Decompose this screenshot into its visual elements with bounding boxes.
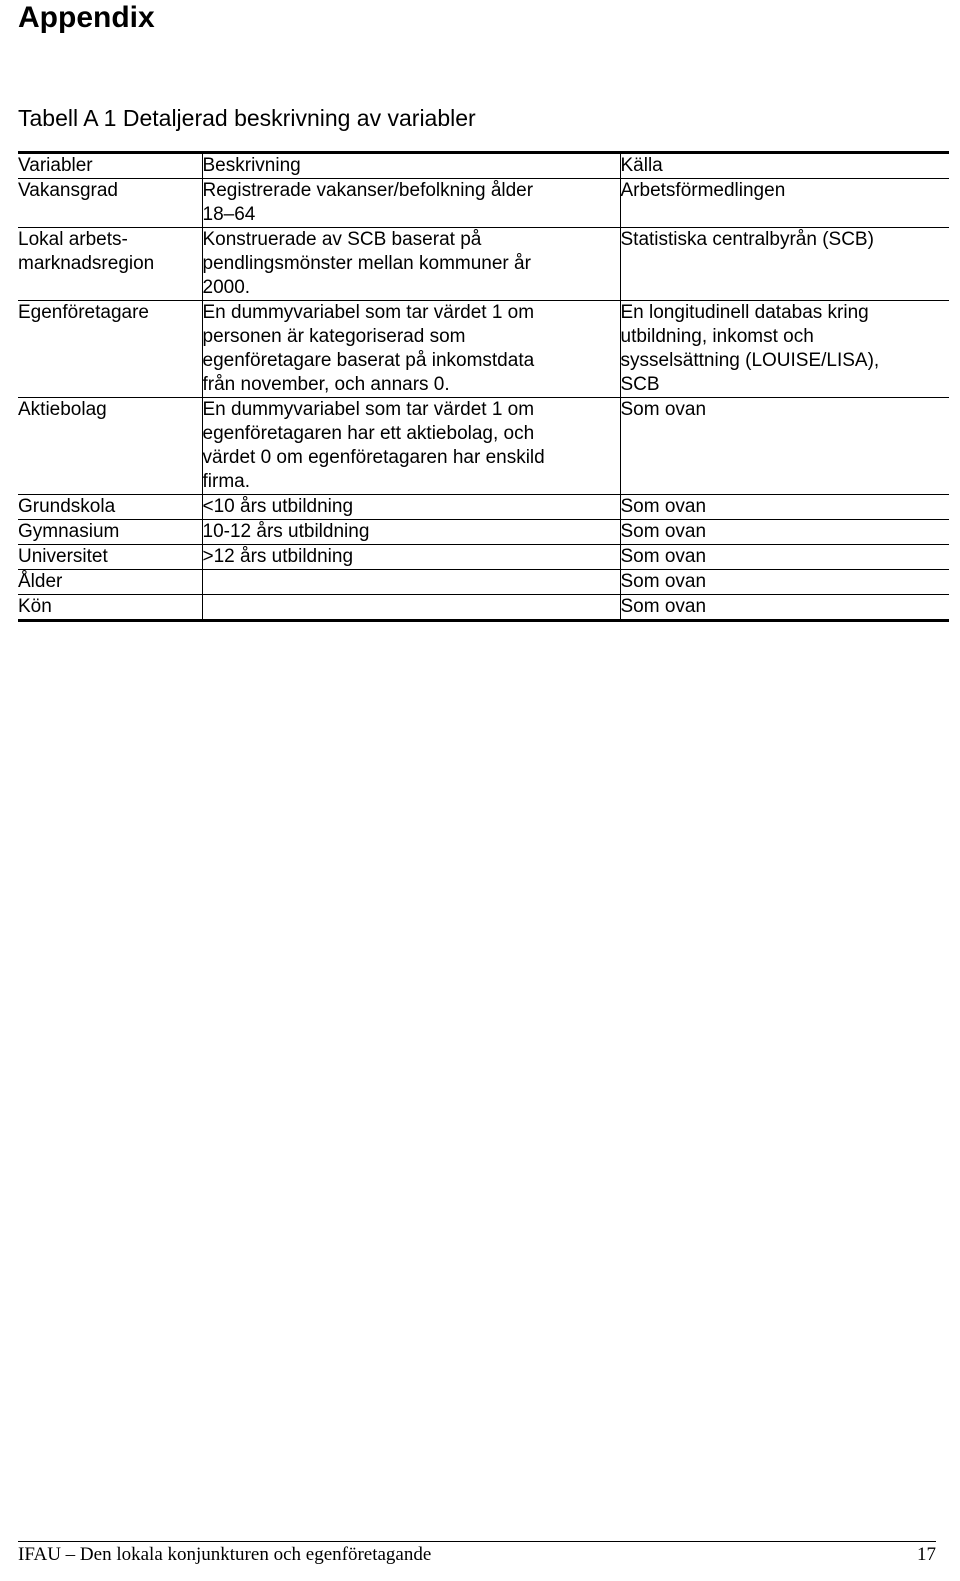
description-cell — [202, 570, 620, 595]
source-cell: Statistiska centralbyrån (SCB) — [620, 228, 949, 301]
footer-title: IFAU – Den lokala konjunkturen och egenföretagande — [18, 1544, 432, 1565]
source-cell: Arbetsförmedlingen — [620, 179, 949, 228]
source-cell: En longitudinell databas kring utbildning, inkomst och sysselsättning (LOUISE/LISA), SCB — [620, 301, 949, 398]
source-cell: Som ovan — [620, 520, 949, 545]
description-cell: <10 års utbildning — [202, 495, 620, 520]
variable-cell: Egenföretagare — [18, 301, 202, 398]
variable-cell: Grundskola — [18, 495, 202, 520]
description-cell: En dummyvariabel som tar värdet 1 om personen är kategoriserad som egenföretagare baserat på inkomstdata från november, och annars 0. — [202, 301, 620, 398]
variable-cell: Universitet — [18, 545, 202, 570]
description-cell: 10-12 års utbildning — [202, 520, 620, 545]
source-cell: Som ovan — [620, 398, 949, 495]
description-cell — [202, 595, 620, 621]
description-cell: En dummyvariabel som tar värdet 1 om egenföretagaren har ett aktiebolag, och värdet 0 om egenföretagaren har enskild firma. — [202, 398, 620, 495]
table-row — [18, 570, 949, 595]
table-row — [18, 398, 949, 495]
variable-cell: Lokal arbets- marknadsregion — [18, 228, 202, 301]
variable-cell: Vakansgrad — [18, 179, 202, 228]
variable-cell: Kön — [18, 596, 52, 617]
table-row — [18, 228, 949, 301]
table-row — [18, 495, 949, 520]
table-row — [18, 545, 949, 570]
header-beskrivning: Beskrivning — [202, 153, 620, 179]
header-variabler: Variabler — [18, 153, 202, 179]
source-cell: Som ovan — [620, 545, 949, 570]
table-header-row — [18, 153, 949, 179]
description-cell: Konstruerade av SCB baserat på pendlingsmönster mellan kommuner år 2000. — [202, 228, 620, 301]
table-row — [18, 520, 949, 545]
source-cell: Som ovan — [620, 570, 949, 595]
source-cell: Som ovan — [620, 596, 707, 617]
description-cell: >12 års utbildning — [202, 545, 620, 570]
variable-cell: Gymnasium — [18, 520, 202, 545]
header-kalla: Källa — [620, 153, 949, 179]
page-footer — [18, 1541, 936, 1566]
table-row — [18, 301, 949, 398]
source-cell: Som ovan — [620, 495, 949, 520]
variable-cell: Aktiebolag — [18, 398, 202, 495]
page-number: 17 — [917, 1544, 936, 1565]
description-cell: Registrerade vakanser/befolkning ålder 18–64 — [202, 179, 620, 228]
table-row — [18, 595, 949, 621]
variables-table — [18, 151, 949, 622]
table-title: Tabell A 1 Detaljerad beskrivning av variabler — [18, 105, 476, 131]
page-heading: Appendix — [18, 1, 155, 34]
table-row — [18, 179, 949, 228]
variable-cell: Ålder — [18, 570, 202, 595]
